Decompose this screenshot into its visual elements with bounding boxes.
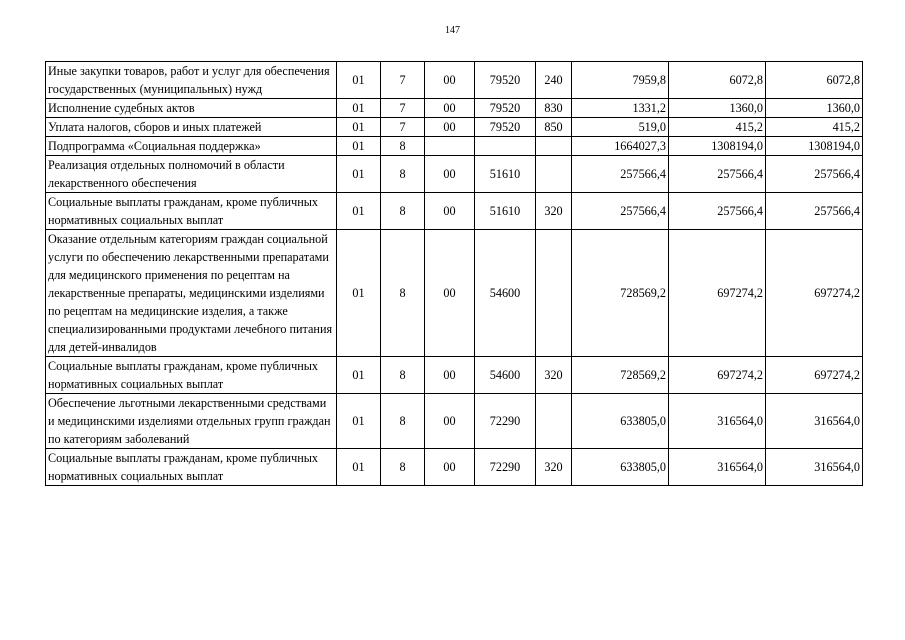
row-name-cell: Исполнение судебных актов	[46, 99, 337, 118]
amount-year2-cell: 697274,2	[669, 357, 766, 394]
amount-year1-cell: 633805,0	[572, 449, 669, 486]
code-program-cell: 00	[425, 118, 475, 137]
razdel-cell: 01	[337, 118, 381, 137]
amount-year3-cell: 1308194,0	[766, 137, 863, 156]
code-program-cell: 00	[425, 62, 475, 99]
expense-type-cell	[536, 230, 572, 357]
code-program-cell	[425, 137, 475, 156]
razdel-cell: 01	[337, 449, 381, 486]
razdel-cell: 01	[337, 156, 381, 193]
row-name-cell: Подпрограмма «Социальная поддержка»	[46, 137, 337, 156]
code-direction-cell: 72290	[475, 449, 536, 486]
amount-year3-cell: 697274,2	[766, 230, 863, 357]
code-direction-cell	[475, 137, 536, 156]
code-direction-cell: 79520	[475, 62, 536, 99]
code-program-cell: 00	[425, 99, 475, 118]
podrazdel-cell: 8	[381, 394, 425, 449]
row-name-cell: Иные закупки товаров, работ и услуг для обеспечения государственных (муниципальных) нужд	[46, 62, 337, 99]
amount-year1-cell: 519,0	[572, 118, 669, 137]
code-program-cell: 00	[425, 394, 475, 449]
code-direction-cell: 54600	[475, 230, 536, 357]
row-name-cell: Социальные выплаты гражданам, кроме публичных нормативных социальных выплат	[46, 357, 337, 394]
razdel-cell: 01	[337, 137, 381, 156]
amount-year1-cell: 7959,8	[572, 62, 669, 99]
razdel-cell: 01	[337, 62, 381, 99]
amount-year2-cell: 415,2	[669, 118, 766, 137]
table-body	[46, 62, 863, 486]
expense-type-cell: 320	[536, 357, 572, 394]
table-row	[46, 357, 863, 394]
amount-year3-cell: 697274,2	[766, 357, 863, 394]
amount-year2-cell: 1360,0	[669, 99, 766, 118]
table-row	[46, 118, 863, 137]
table-row	[46, 137, 863, 156]
amount-year2-cell: 6072,8	[669, 62, 766, 99]
code-direction-cell: 54600	[475, 357, 536, 394]
amount-year3-cell: 257566,4	[766, 156, 863, 193]
podrazdel-cell: 7	[381, 99, 425, 118]
amount-year2-cell: 1308194,0	[669, 137, 766, 156]
expense-type-cell: 320	[536, 449, 572, 486]
expense-type-cell	[536, 137, 572, 156]
amount-year3-cell: 316564,0	[766, 449, 863, 486]
code-direction-cell: 51610	[475, 156, 536, 193]
amount-year1-cell: 1664027,3	[572, 137, 669, 156]
podrazdel-cell: 8	[381, 449, 425, 486]
code-direction-cell: 51610	[475, 193, 536, 230]
code-direction-cell: 72290	[475, 394, 536, 449]
expense-type-cell: 850	[536, 118, 572, 137]
razdel-cell: 01	[337, 394, 381, 449]
amount-year3-cell: 6072,8	[766, 62, 863, 99]
podrazdel-cell: 8	[381, 156, 425, 193]
expense-type-cell	[536, 394, 572, 449]
amount-year1-cell: 728569,2	[572, 357, 669, 394]
amount-year1-cell: 1331,2	[572, 99, 669, 118]
code-direction-cell: 79520	[475, 118, 536, 137]
amount-year2-cell: 316564,0	[669, 394, 766, 449]
amount-year3-cell: 257566,4	[766, 193, 863, 230]
expense-type-cell: 240	[536, 62, 572, 99]
amount-year1-cell: 633805,0	[572, 394, 669, 449]
amount-year2-cell: 316564,0	[669, 449, 766, 486]
row-name-cell: Социальные выплаты гражданам, кроме публичных нормативных социальных выплат	[46, 193, 337, 230]
table-row	[46, 193, 863, 230]
row-name-cell: Оказание отдельным категориям граждан социальной услуги по обеспечению лекарственными препаратами для медицинского применения по рецептам на лекарственные препараты, медицинскими изделиями по рецептам на медицинские изделия, а также специализированными продуктами лечебного питания для детей-инвалидов	[46, 230, 337, 357]
table-row	[46, 394, 863, 449]
amount-year2-cell: 257566,4	[669, 156, 766, 193]
expense-type-cell: 320	[536, 193, 572, 230]
razdel-cell: 01	[337, 99, 381, 118]
podrazdel-cell: 7	[381, 62, 425, 99]
amount-year1-cell: 257566,4	[572, 193, 669, 230]
podrazdel-cell: 8	[381, 193, 425, 230]
amount-year3-cell: 1360,0	[766, 99, 863, 118]
code-direction-cell: 79520	[475, 99, 536, 118]
amount-year1-cell: 257566,4	[572, 156, 669, 193]
table-row	[46, 156, 863, 193]
row-name-cell: Реализация отдельных полномочий в области лекарственного обеспечения	[46, 156, 337, 193]
expense-type-cell	[536, 156, 572, 193]
code-program-cell: 00	[425, 449, 475, 486]
amount-year2-cell: 697274,2	[669, 230, 766, 357]
table-row	[46, 62, 863, 99]
row-name-cell: Обеспечение льготными лекарственными средствами и медицинскими изделиями отдельных групп граждан по категориям заболеваний	[46, 394, 337, 449]
podrazdel-cell: 8	[381, 137, 425, 156]
podrazdel-cell: 8	[381, 230, 425, 357]
amount-year1-cell: 728569,2	[572, 230, 669, 357]
code-program-cell: 00	[425, 193, 475, 230]
table-row	[46, 449, 863, 486]
razdel-cell: 01	[337, 193, 381, 230]
budget-table	[45, 61, 863, 486]
page-number: 147	[445, 25, 460, 36]
expense-type-cell: 830	[536, 99, 572, 118]
razdel-cell: 01	[337, 230, 381, 357]
razdel-cell: 01	[337, 357, 381, 394]
table-row	[46, 230, 863, 357]
amount-year2-cell: 257566,4	[669, 193, 766, 230]
podrazdel-cell: 8	[381, 357, 425, 394]
podrazdel-cell: 7	[381, 118, 425, 137]
row-name-cell: Уплата налогов, сборов и иных платежей	[46, 118, 337, 137]
table-row	[46, 99, 863, 118]
row-name-cell: Социальные выплаты гражданам, кроме публичных нормативных социальных выплат	[46, 449, 337, 486]
amount-year3-cell: 316564,0	[766, 394, 863, 449]
code-program-cell: 00	[425, 156, 475, 193]
amount-year3-cell: 415,2	[766, 118, 863, 137]
code-program-cell: 00	[425, 230, 475, 357]
code-program-cell: 00	[425, 357, 475, 394]
